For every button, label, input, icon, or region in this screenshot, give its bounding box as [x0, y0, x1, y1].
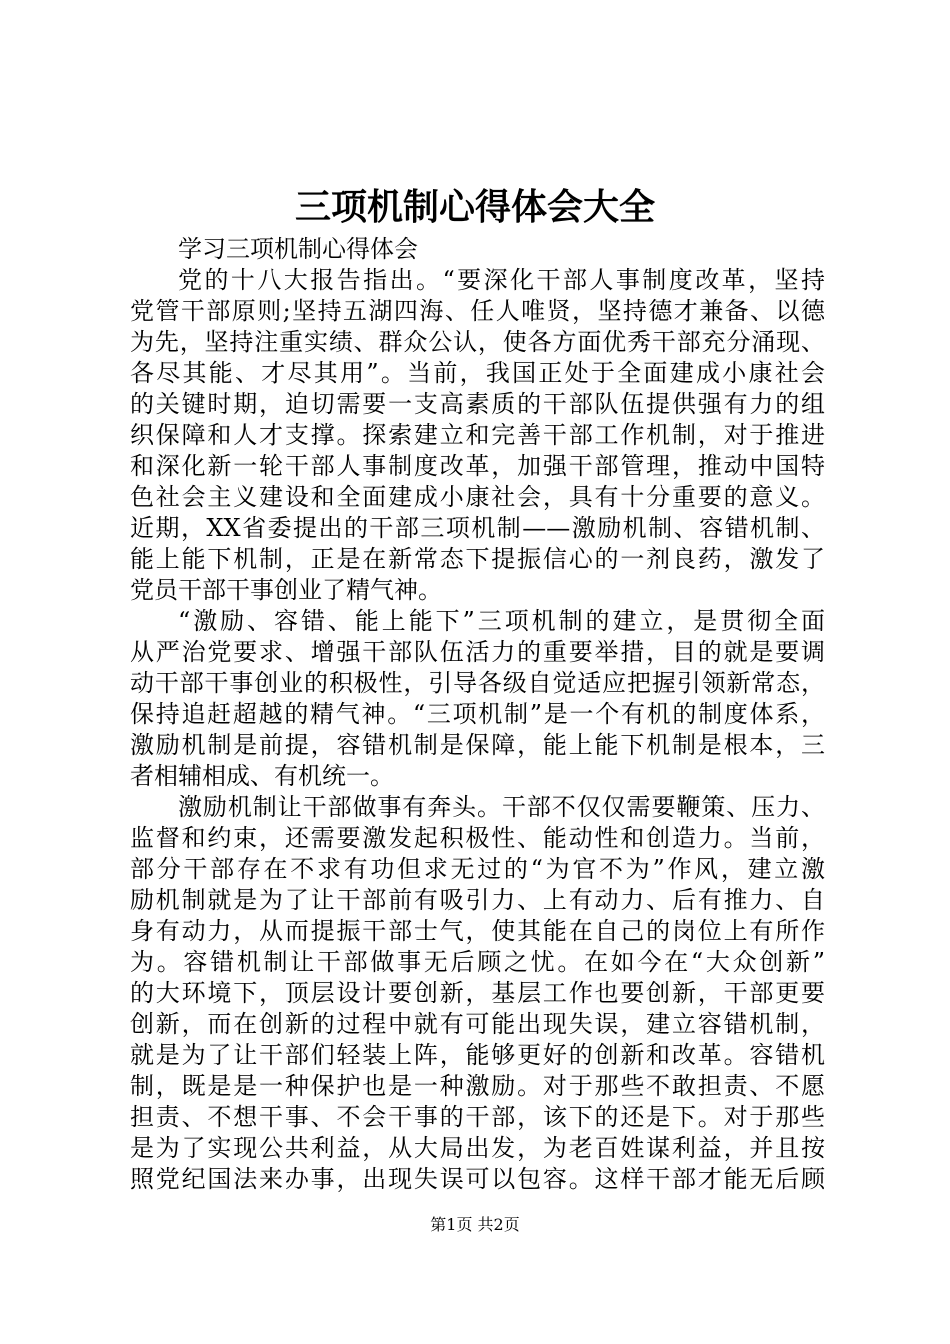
text-line: 党管干部原则;坚持五湖四海、任人唯贤，坚持德才兼备、以德 [130, 297, 825, 325]
text-line: 能上能下机制，正是在新常态下提振信心的一剂良药，激发了 [130, 545, 825, 573]
text-line: 者相辅相成、有机统一。 [130, 762, 394, 790]
text-line: 织保障和人才支撑。探索建立和完善干部工作机制，对于推进 [130, 421, 825, 449]
text-line: “激励、容错、能上能下”三项机制的建立，是贯彻全面 [178, 607, 825, 635]
text-line: 动干部干事创业的积极性，引导各级自觉适应把握引领新常态， [130, 669, 825, 697]
text-line: 从严治党要求、增强干部队伍活力的重要举措，目的就是要调 [130, 638, 825, 666]
text-line: 各尽其能、才尽其用”。当前，我国正处于全面建成小康社会 [130, 359, 825, 387]
text-line: 担责、不想干事、不会干事的干部，该下的还是下。对于那些 [130, 1103, 825, 1131]
text-line: 色社会主义建设和全面建成小康社会，具有十分重要的意义。 [130, 483, 825, 511]
document-body [130, 234, 825, 1195]
text-line: 就是为了让干部们轻装上阵，能够更好的创新和改革。容错机 [130, 1041, 825, 1069]
text-line: 的大环境下，顶层设计要创新，基层工作也要创新，干部更要 [130, 979, 825, 1007]
text-line: 是为了实现公共利益，从大局出发，为老百姓谋利益，并且按 [130, 1134, 825, 1162]
text-line: 保持追赶超越的精气神。“三项机制”是一个有机的制度体系， [130, 700, 825, 728]
document-title: 三项机制心得体会大全 [294, 186, 655, 228]
text-line: 党的十八大报告指出。“要深化干部人事制度改革，坚持 [178, 266, 825, 294]
text-line: 部分干部存在不求有功但求无过的“为官不为”作风，建立激 [130, 855, 825, 883]
text-line: 和深化新一轮干部人事制度改革，加强干部管理，推动中国特 [130, 452, 825, 480]
page-footer: 第1页 共2页 [430, 1215, 520, 1234]
text-line: 照党纪国法来办事，出现失误可以包容。这样干部才能无后顾 [130, 1165, 825, 1193]
text-line: 创新，而在创新的过程中就有可能出现失误，建立容错机制， [130, 1010, 825, 1038]
text-line: 为先，坚持注重实绩、群众公认，使各方面优秀干部充分涌现、 [130, 328, 825, 356]
text-line: 的关键时期，迫切需要一支高素质的干部队伍提供强有力的组 [130, 390, 825, 418]
text-line: 励机制就是为了让干部前有吸引力、上有动力、后有推力、自 [130, 886, 825, 914]
text-line: 激励机制是前提，容错机制是保障，能上能下机制是根本，三 [130, 731, 825, 759]
document-subtitle: 学习三项机制心得体会 [178, 235, 418, 263]
text-line: 身有动力，从而提振干部士气，使其能在自己的岗位上有所作 [130, 917, 825, 945]
text-line: 为。容错机制让干部做事无后顾之忧。在如今在“大众创新” [130, 948, 825, 976]
text-line: 近期，XX省委提出的干部三项机制——激励机制、容错机制、 [130, 514, 825, 542]
text-line: 制，既是是一种保护也是一种激励。对于那些不敢担责、不愿 [130, 1072, 825, 1100]
paragraph-lines [130, 265, 825, 1195]
text-line: 党员干部干事创业了精气神。 [130, 576, 442, 604]
text-line: 激励机制让干部做事有奔头。干部不仅仅需要鞭策、压力、 [178, 793, 825, 821]
text-line: 监督和约束，还需要激发起积极性、能动性和创造力。当前， [130, 824, 825, 852]
